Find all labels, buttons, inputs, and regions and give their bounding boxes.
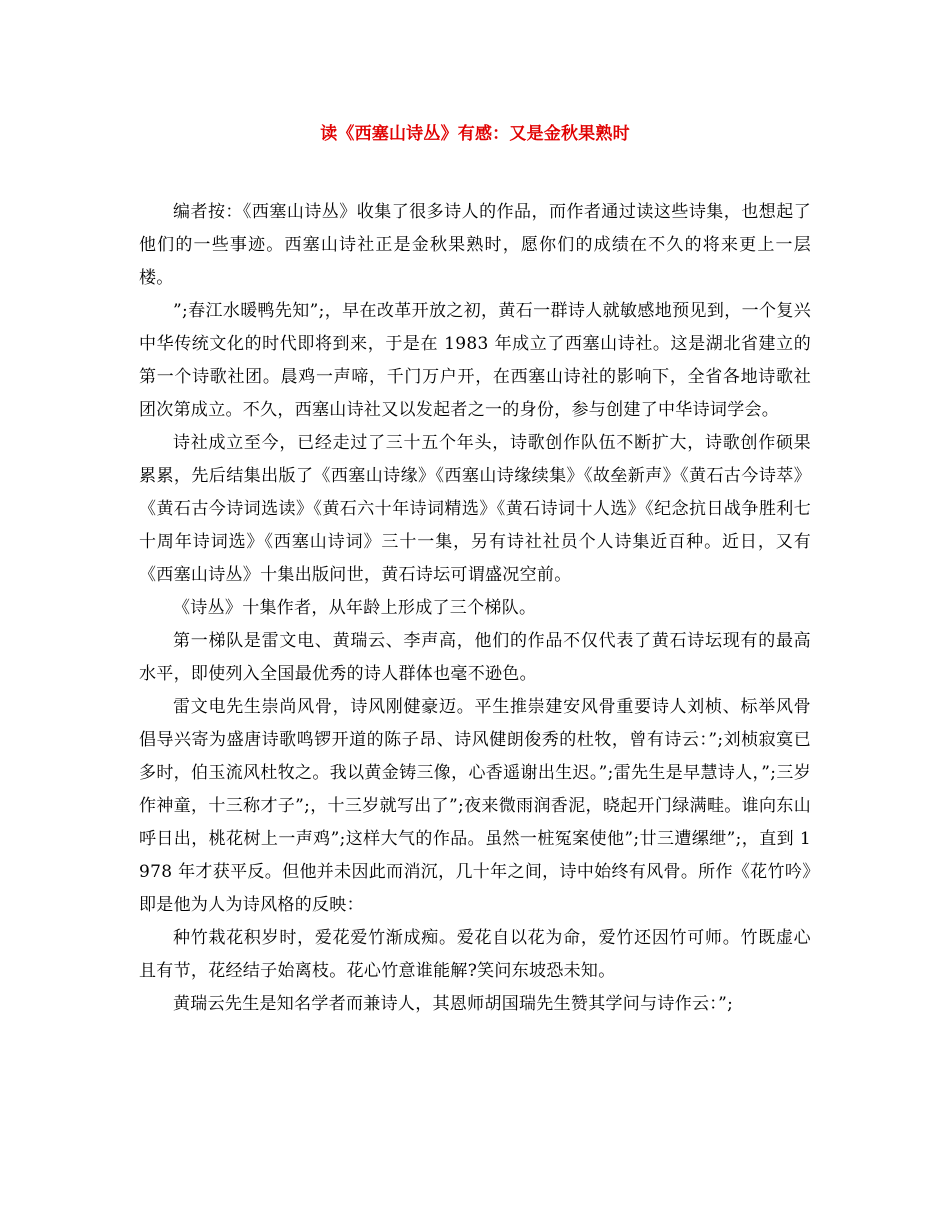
paragraph-editor-note: 编者按：《西塞山诗丛》收集了很多诗人的作品，而作者通过读这些诗集，也想起了他们的一些事迹。西塞山诗社正是金秋果熟时，愿你们的成绩在不久的将来更上一层楼。 [139,202,811,288]
paragraph-first-tier: 第一梯队是雷文电、黄瑞云、李声高，他们的作品不仅代表了黄石诗坛现有的最高水平，即使列入全国最优秀的诗人群体也毫不逊色。 [139,631,811,684]
paragraph-lei-wendian: 雷文电先生崇尚风骨，诗风刚健豪迈。平生推崇建安风骨重要诗人刘桢、标举风骨倡导兴寄为盛唐诗歌鸣锣开道的陈子昂、诗风健朗俊秀的杜牧，曾有诗云：”;刘桢寂寞已多时，伯玉流风杜牧之。我以黄金铸三像，心香遥谢出生迟。”;雷先生是早慧诗人，”;三岁作神童，十三称才子”;，十三岁就写出了”;夜来微雨润香泥，晓起开门绿满畦。谁向东山呼日出，桃花树上一声鸡”;这样大气的作品。虽然一桩冤案使他”;廿三遭缧绁”;，直到 1978 年才获平反。但他并未因此而消沉，几十年之间，诗中始终有风骨。所作《花竹吟》即是他为人为诗风格的反映： [139,697,811,915]
document-title: 读《西塞山诗丛》有感：又是金秋果熟时 [320,124,630,144]
document-page [139,119,811,1021]
paragraph-publications: 诗社成立至今，已经走过了三十五个年头，诗歌创作队伍不断扩大，诗歌创作硕果累累，先后结集出版了《西塞山诗缘》《西塞山诗缘续集》《故垒新声》《黄石古今诗萃》《黄石古今诗词选读》《黄石六十年诗词精选》《黄石诗词十人选》《纪念抗日战争胜利七十周年诗词选》《西塞山诗词》三十一集，另有诗社社员个人诗集近百种。近日，又有《西塞山诗丛》十集出版问世，黄石诗坛可谓盛况空前。 [139,433,811,585]
paragraph-three-tiers: 《诗丛》十集作者，从年龄上形成了三个梯队。 [173,598,537,618]
paragraph-poetry-society-founding: ”;春江水暖鸭先知”;，早在改革开放之初，黄石一群诗人就敏感地预见到，一个复兴中华传统文化的时代即将到来，于是在 1983 年成立了西塞山诗社。这是湖北省建立的第一个诗歌社团。晨鸡一声啼，千门万户开，在西塞山诗社的影响下，全省各地诗歌社团次第成立。不久，西塞山诗社又以发起者之一的身份，参与创建了中华诗词学会。 [139,301,811,420]
paragraph-huang-ruiyun: 黄瑞云先生是知名学者而兼诗人，其恩师胡国瑞先生赞其学问与诗作云：”; [173,994,734,1014]
paragraph-poem-huazhuyin: 种竹栽花积岁时，爱花爱竹渐成痴。爱花自以花为命，爱竹还因竹可师。竹既虚心且有节，花经结子始离枝。花心竹意谁能解?笑问东坡恐未知。 [139,928,811,981]
